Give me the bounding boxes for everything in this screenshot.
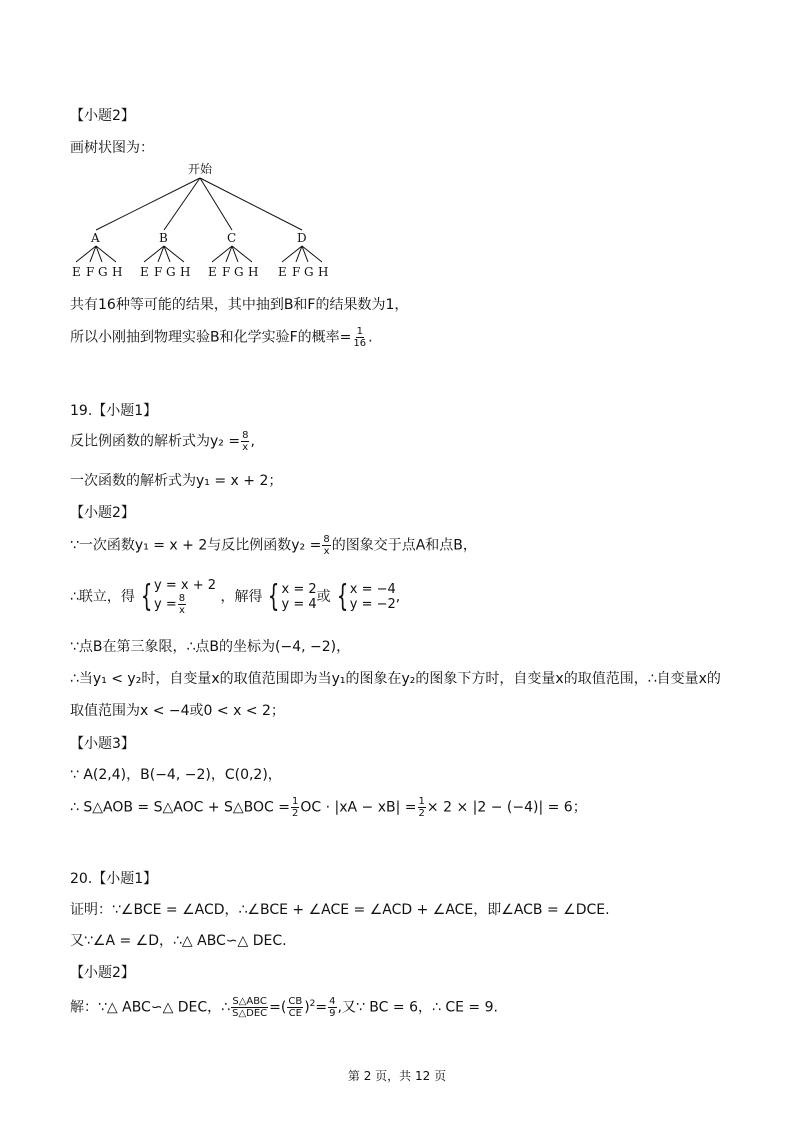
part-tag: 【小题3】	[70, 736, 135, 752]
tree-leaf-label: F	[222, 265, 231, 279]
tree-diagram	[60, 150, 380, 280]
tree-node-d: D	[297, 231, 307, 245]
tree-node-c: C	[227, 231, 237, 245]
s19-line5: ∵点B在第三象限，∴点B的坐标为(−4, −2)，	[70, 639, 351, 655]
tree-leaf-label: E	[208, 265, 217, 279]
tree-leaf-label: F	[154, 265, 163, 279]
tree-leaf-label: E	[278, 265, 287, 279]
tree-leaf-label: H	[112, 265, 123, 279]
s18-line2: 所以小刚抽到物理实验B和化学实验F的概率= $\frac{1}{16}$ .	[70, 326, 373, 349]
s20-line3: 解：∵△ ABC∽△ DEC，∴ $\frac{\text{S△ABC}}{\text{S△DEC}}$ =( $\frac{CB}{CE}$ )$^2$= $\frac{4}{9}$ ,又∵ BC = 6，∴ CE = 9.	[70, 996, 498, 1019]
s19-line6: ∴当y₁ < y₂时，自变量x的取值范围即为当y₁的图象在y₂的图象下方时，自变量x的取值范围，∴自变量x的	[70, 671, 721, 687]
s19-line4: ∴联立，得 { y = x + 2 y = $\frac{8}{x}$ ，解得 { x = 2 y = 4 或 { x = −4 y = −2 ,	[70, 578, 401, 616]
s19-line7: 取值范围为x < −4或0 < x < 2；	[70, 703, 285, 719]
tree-node-b: B	[159, 231, 168, 245]
s20-heading: 20.【小题1】	[70, 871, 158, 887]
tree-node-a: A	[91, 231, 100, 245]
part-tag: 【小题2】	[70, 108, 135, 124]
s19-heading: 19.【小题1】	[70, 403, 158, 419]
s19-line1: 反比例函数的解析式为y₂ = $\frac{8}{x}$ ,	[70, 430, 255, 453]
tree-leaf-label: F	[86, 265, 95, 279]
s18-line1: 共有16种等可能的结果，其中抽到B和F的结果数为1，	[70, 297, 409, 313]
tree-leaf-label: E	[140, 265, 149, 279]
s19-line9: ∴ S△AOB = S△AOC + S△BOC = $\frac{1}{2}$ OC · |xA − xB| = $\frac{1}{2}$ × 2 × |2 − (−4)| = 6；	[70, 796, 587, 819]
page-footer: 第 2 页，共 12 页	[347, 1069, 447, 1083]
tree-leaf-label: E	[72, 265, 81, 279]
tree-leaf-label: H	[180, 265, 191, 279]
tree-leaf-label: H	[248, 265, 259, 279]
tree-leaf-label: G	[234, 265, 244, 279]
tree-leaf-label: G	[98, 265, 108, 279]
tree-leaf-label: H	[318, 265, 329, 279]
tree-intro: 画树状图为：	[70, 140, 154, 156]
tree-leaf-label: F	[292, 265, 301, 279]
s19-line2: 一次函数的解析式为y₁ = x + 2；	[70, 473, 283, 489]
s20-line1: 证明：∵∠BCE = ∠ACD，∴∠BCE + ∠ACE = ∠ACD + ∠ACE，即∠ACB = ∠DCE.	[70, 902, 610, 918]
part-tag: 【小题2】	[70, 505, 135, 521]
s19-line3: ∵一次函数y₁ = x + 2与反比例函数y₂ = $\frac{8}{x}$ 的图象交于点A和点B，	[70, 534, 477, 557]
tree-leaf-label: G	[166, 265, 176, 279]
s20-line2: 又∵∠A = ∠D，∴△ ABC∽△ DEC.	[70, 933, 287, 949]
tree-leaf-label: G	[304, 265, 314, 279]
s19-line8: ∵ A(2,4)，B(−4, −2)，C(0,2)，	[70, 767, 282, 783]
tree-root-label: 开始	[188, 162, 213, 176]
part-tag: 【小题2】	[70, 965, 135, 981]
